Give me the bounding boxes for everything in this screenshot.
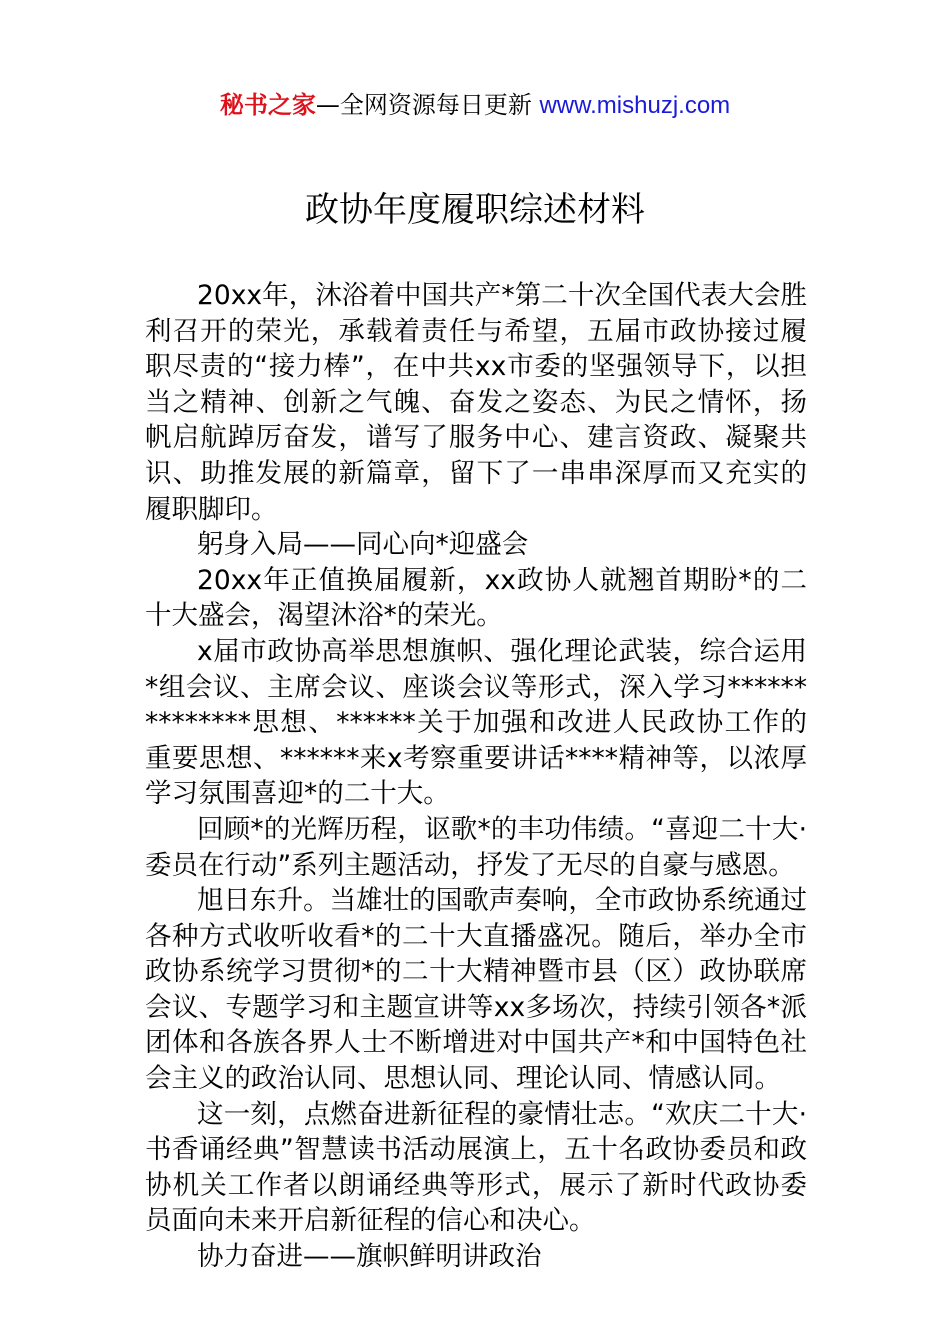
document-title: 政协年度履职综述材料 — [305, 190, 645, 230]
site-header — [0, 88, 950, 123]
document-body — [145, 278, 807, 1275]
paragraph-intro: 20xx年，沐浴着中国共产*第二十次全国代表大会胜利召开的荣光，承载着责任与希望，五届市政协接过履职尽责的“接力棒”，在中共xx市委的坚强领导下，以担当之精神、创新之气魄、奋发之姿态、为民之情怀，扬帆启航踔厉奋发，谱写了服务中心、建言资政、凝聚共识、助推发展的新篇章，留下了一串串深厚而又充实的履职脚印。 — [145, 280, 807, 525]
header-slogan: —全网资源每日更新 — [315, 91, 532, 119]
brand-name: 秘书之家 — [219, 91, 316, 119]
site-url-link[interactable]: www.mishuzj.com — [539, 92, 731, 119]
paragraph-study: x届市政协高举思想旗帜、强化理论武装，综合运用*组会议、主席会议、座谈会议等形式，深入学习**************思想、******关于加强和改进人民政协工作的重要思想、******来x考察重要讲话****精神等，以浓厚学习氛围喜迎*的二十大。 — [145, 635, 807, 810]
paragraph-broadcast: 旭日东升。当雄壮的国歌声奏响，全市政协系统通过各种方式收听收看*的二十大直播盛况。随后，举办全市政协系统学习贯彻*的二十大精神暨市县（区）政协联席会议、专题学习和主题宣讲等xx多场次，持续引领各*派团体和各族各界人士不断增进对中国共产*和中国特色社会主义的政治认同、思想认同、理论认同、情感认同。 — [145, 885, 807, 1095]
paragraph-review: 回顾*的光辉历程，讴歌*的丰功伟绩。“喜迎二十大·委员在行动”系列主题活动，抒发了无尽的自豪与感恩。 — [145, 813, 807, 881]
paragraph-election: 20xx年正值换届履新，xx政协人就翘首期盼*的二十大盛会，渴望沐浴*的荣光。 — [145, 564, 807, 632]
section-heading-1: 躬身入局——同心向*迎盛会 — [197, 529, 529, 561]
section-heading-2: 协力奋进——旗帜鲜明讲政治 — [197, 1241, 542, 1273]
paragraph-reading: 这一刻，点燃奋进新征程的豪情壮志。“欢庆二十大·书香诵经典”智慧读书活动展演上，五十名政协委员和政协机关工作者以朗诵经典等形式，展示了新时代政协委员面向未来开启新征程的信心和决心。 — [145, 1098, 807, 1237]
